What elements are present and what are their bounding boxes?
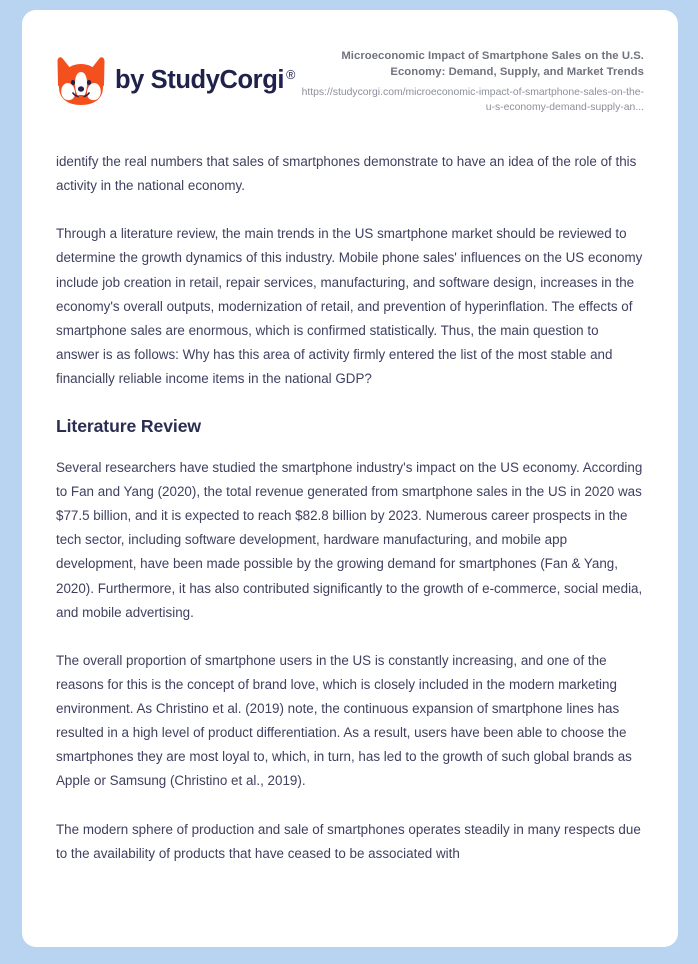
- document-body: [22, 150, 678, 866]
- registered-trademark-icon: ®: [286, 67, 295, 82]
- brand-wordmark-text: by StudyCorgi: [115, 66, 285, 95]
- paragraph: The overall proportion of smartphone users in the US is constantly increasing, and one of the reasons for this is the concept of brand love, which is closely included in the modern marketing environment. As Christino et al. (2019) note, the continuous expansion of smartphone lines has resulted in a high level of product differentiation. As a result, users have been able to choose the smartphones they are most loyal to, which, in turn, has led to the growth of such global brands as Apple or Samsung (Christino et al., 2019).: [56, 652, 632, 789]
- paragraph: identify the real numbers that sales of smartphones demonstrate to have an idea of the role of this activity in the national economy.: [56, 154, 637, 194]
- paragraph: The modern sphere of production and sale of smartphones operates steadily in many respects due to the availability of products that have ceased to be associated with: [56, 821, 641, 861]
- section-heading-literature-review: Literature Review: [56, 416, 201, 437]
- document-url[interactable]: https://studycorgi.com/microeconomic-impact-of-smartphone-sales-on-the-u-s-economy-demand-supply-an...: [301, 87, 644, 114]
- brand-logo-block[interactable]: [56, 55, 295, 107]
- document-meta-block: [299, 48, 644, 116]
- paragraph: Through a literature review, the main trends in the US smartphone market should be reviewed to determine the growth dynamics of this industry. Mobile phone sales' influences on the US economy include job creation in retail, repair services, manufacturing, and software design, increases in the economy's overall outputs, modernization of retail, and prevention of hyperinflation. The effects of smartphone sales are enormous, which is confirmed statistically. Thus, the main question to answer is as follows: Why has this area of activity firmly entered the list of the most stable and financially reliable income items in the national GDP?: [56, 226, 643, 386]
- corgi-dog-face-logo-icon: [56, 55, 106, 107]
- brand-wordmark: [115, 68, 295, 94]
- paragraph: Several researchers have studied the smartphone industry's impact on the US economy. According to Fan and Yang (2020), the total revenue generated from smartphone sales in the US in 2020 was $77.5 billion, and it is expected to reach $82.8 billion by 2023. Numerous career prospects in the tech sector, including software development, hardware manufacturing, and mobile app development, have been made possible by the growing demand for smartphones (Fan & Yang, 2020). Furthermore, it has also contributed significantly to the growth of e-commerce, social media, and mobile advertising.: [56, 459, 643, 620]
- page-header: [22, 10, 678, 150]
- document-title: Microeconomic Impact of Smartphone Sales on the U.S. Economy: Demand, Supply, and Market Trends: [341, 50, 644, 79]
- document-page-sheet: [22, 10, 678, 947]
